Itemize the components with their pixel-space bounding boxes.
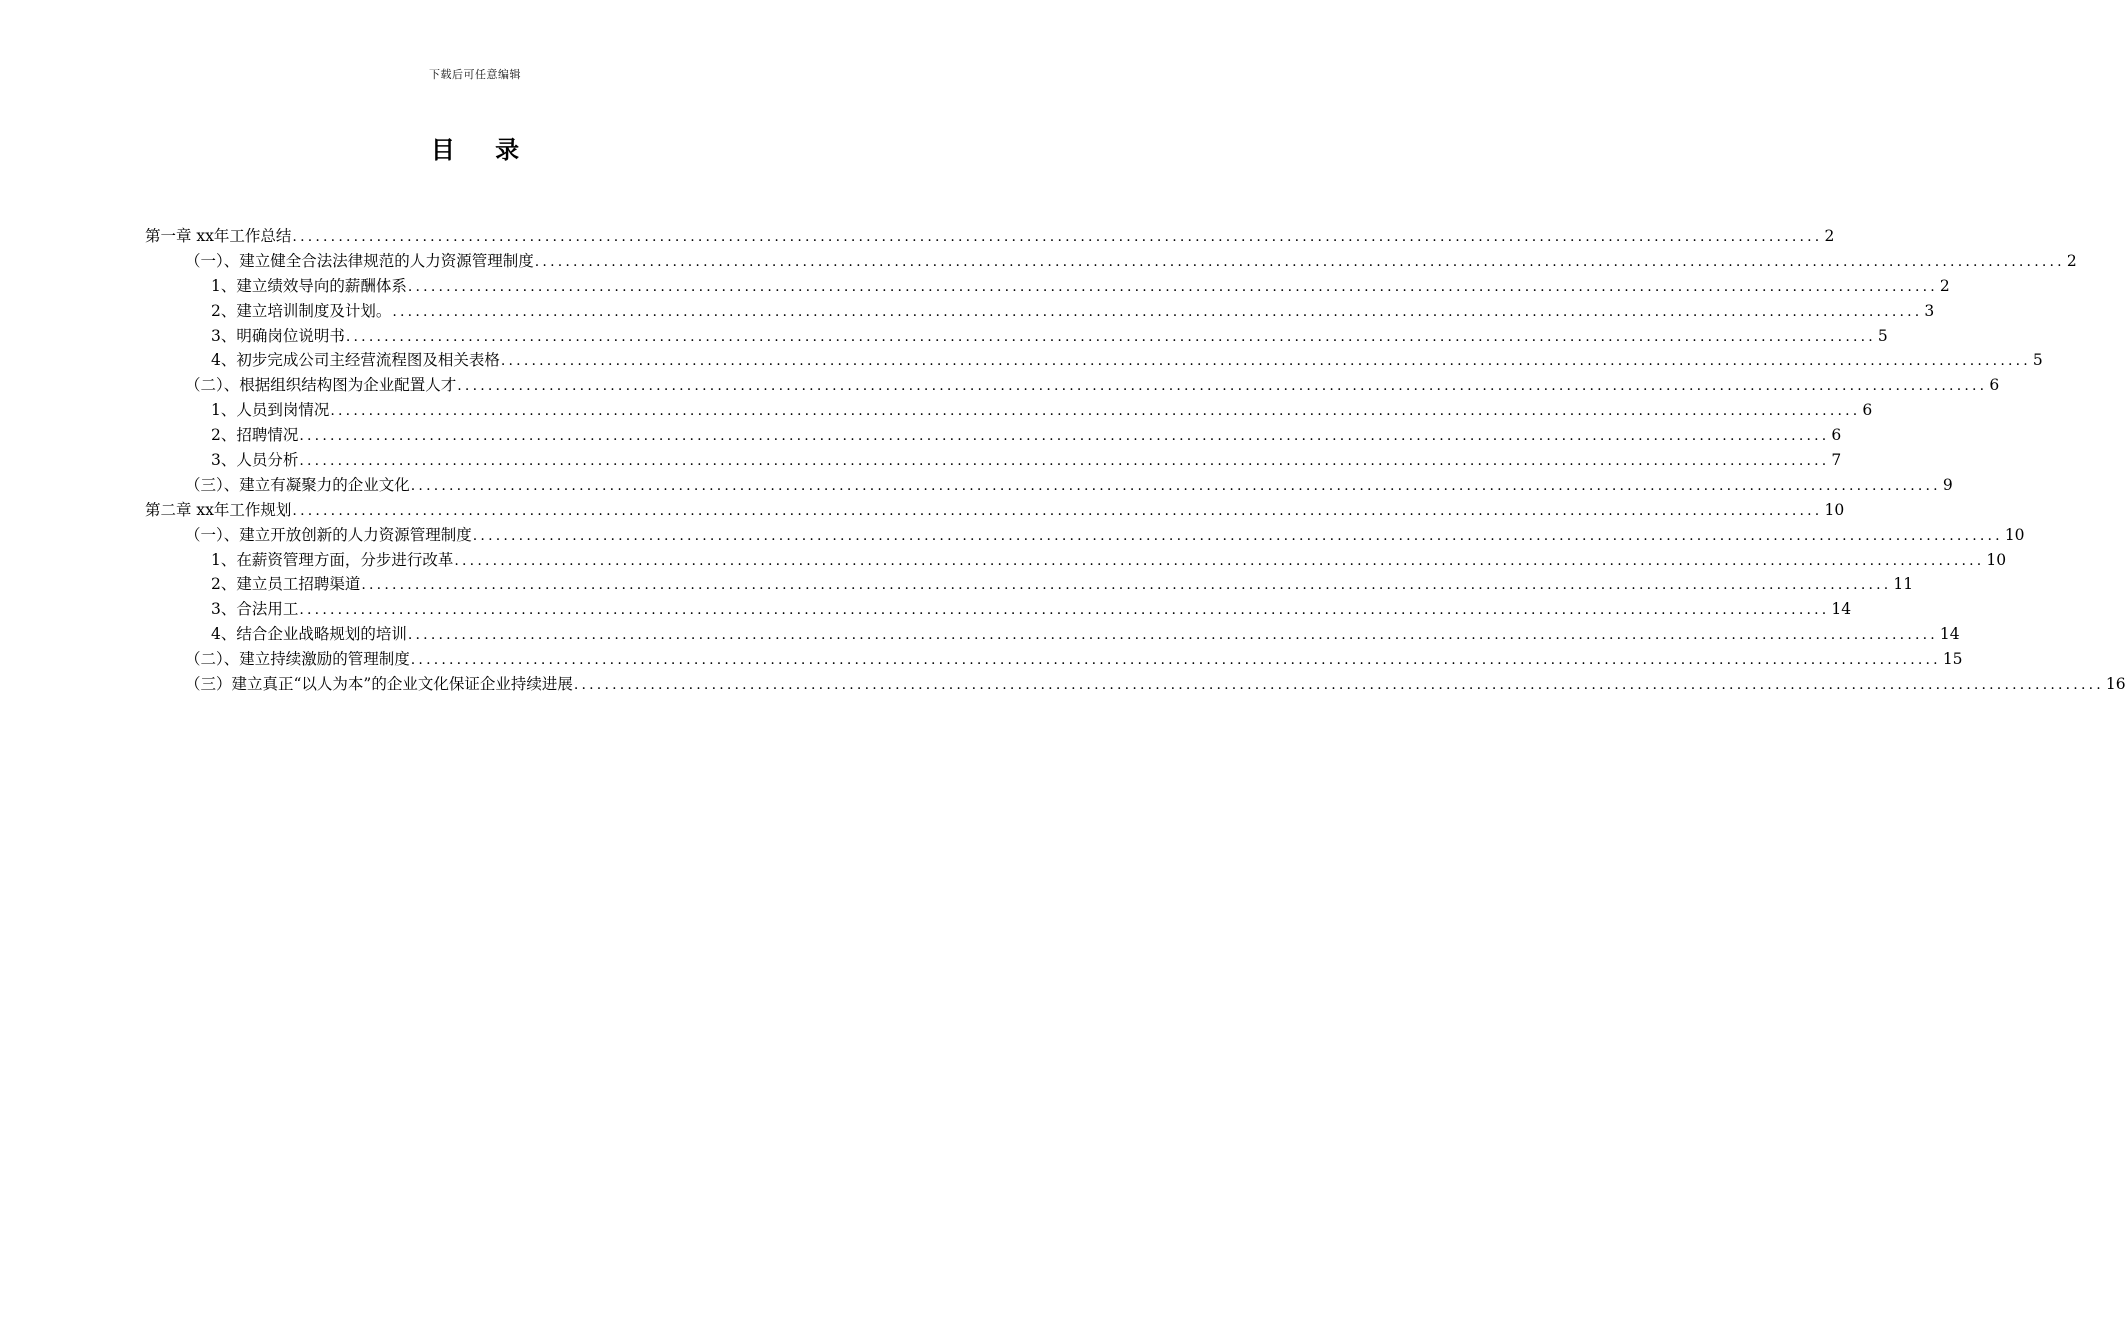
toc-entry-page-number: 16 [2105, 675, 2126, 694]
toc-dot-leader: ........................................................................................................................................................................................................ [454, 552, 1985, 569]
toc-entry[interactable] [145, 224, 1835, 249]
toc-entry[interactable] [145, 299, 1935, 324]
toc-entry[interactable] [145, 498, 1845, 523]
toc-dot-leader: ........................................................................................................................................................................................................ [472, 527, 2003, 544]
toc-entry-page-number: 9 [1942, 475, 1953, 494]
toc-entry[interactable] [145, 473, 1953, 498]
toc-entry[interactable] [145, 423, 1842, 448]
toc-entry-page-number: 3 [1924, 301, 1935, 320]
toc-dot-leader: ........................................................................................................................................................................................................ [292, 229, 1823, 245]
table-of-contents [145, 224, 2126, 697]
toc-entry[interactable] [145, 647, 1963, 672]
toc-entry-page-number: 14 [1939, 625, 1960, 644]
toc-entry[interactable] [145, 548, 2007, 573]
toc-entry-title: （二）、根据组织结构图为企业配置人才 [185, 376, 457, 395]
toc-dot-leader: ........................................................................................................................................................................................................ [330, 403, 1861, 420]
toc-entry-page-number: 6 [1831, 426, 1842, 445]
toc-entry-page-number: 6 [1862, 401, 1873, 420]
toc-dot-leader: ........................................................................................................................................................................................................ [407, 627, 1938, 644]
toc-entry[interactable] [145, 348, 2043, 373]
toc-dot-leader: ........................................................................................................................................................................................................ [392, 303, 1923, 320]
toc-entry[interactable] [145, 597, 1852, 622]
toc-entry-title: 1、在薪资管理方面，分步进行改革 [211, 550, 454, 569]
toc-dot-leader: ........................................................................................................................................................................................................ [500, 353, 2031, 370]
page-title: 目 录 [430, 136, 536, 164]
toc-entry-title: （三）、建立有凝聚力的企业文化 [185, 475, 410, 494]
toc-entry-title: 4、结合企业战略规划的培训 [211, 625, 407, 644]
toc-dot-leader: ........................................................................................................................................................................................................ [407, 278, 1938, 295]
toc-entry-page-number: 14 [1831, 600, 1852, 619]
toc-entry-page-number: 2 [1939, 276, 1950, 295]
toc-entry-title: 第一章 xx年工作总结 [145, 227, 292, 245]
toc-entry-page-number: 6 [1989, 376, 2000, 395]
toc-entry[interactable] [145, 448, 1842, 473]
toc-dot-leader: ........................................................................................................................................................................................................ [299, 428, 1830, 445]
toc-entry[interactable] [145, 398, 1873, 423]
toc-entry-page-number: 2 [2066, 251, 2077, 270]
toc-entry-page-number: 7 [1831, 451, 1842, 470]
toc-entry-title: 2、建立员工招聘渠道 [211, 575, 361, 594]
toc-entry[interactable] [145, 572, 1914, 597]
toc-entry-title: （二）、建立持续激励的管理制度 [185, 650, 410, 669]
toc-entry-page-number: 11 [1893, 575, 1914, 594]
toc-entry-page-number: 2 [1824, 227, 1835, 245]
toc-dot-leader: ........................................................................................................................................................................................................ [345, 328, 1876, 345]
toc-entry-title: （三）建立真正“以人为本”的企业文化保证企业持续进展 [185, 675, 573, 694]
toc-entry-page-number: 5 [2032, 351, 2043, 370]
toc-entry-page-number: 5 [1877, 326, 1888, 345]
toc-entry-title: 2、招聘情况 [211, 426, 299, 445]
toc-entry-title: 1、人员到岗情况 [211, 401, 330, 420]
toc-entry-title: 3、人员分析 [211, 451, 299, 470]
toc-entry-page-number: 10 [1986, 550, 2007, 569]
toc-dot-leader: ........................................................................................................................................................................................................ [457, 378, 1988, 395]
toc-entry[interactable] [145, 672, 2126, 697]
toc-entry[interactable] [145, 249, 2077, 274]
toc-entry-title: 3、合法用工 [211, 600, 299, 619]
toc-entry[interactable] [145, 622, 1960, 647]
toc-dot-leader: ........................................................................................................................................................................................................ [292, 502, 1823, 519]
page-header: 下载后可任意编辑 [429, 68, 521, 81]
toc-dot-leader: ........................................................................................................................................................................................................ [299, 602, 1830, 619]
toc-entry[interactable] [145, 523, 2025, 548]
toc-dot-leader: ........................................................................................................................................................................................................ [573, 677, 2104, 694]
toc-dot-leader: ........................................................................................................................................................................................................ [410, 477, 1941, 494]
toc-dot-leader: ........................................................................................................................................................................................................ [299, 453, 1830, 470]
toc-entry-page-number: 15 [1942, 650, 1963, 669]
toc-entry-title: 2、建立培训制度及计划。 [211, 301, 392, 320]
toc-entry[interactable] [145, 274, 1950, 299]
toc-entry-title: 4、初步完成公司主经营流程图及相关表格 [211, 351, 500, 370]
toc-entry[interactable] [145, 373, 2000, 398]
toc-entry[interactable] [145, 324, 1888, 349]
toc-dot-leader: ........................................................................................................................................................................................................ [534, 253, 2065, 270]
toc-entry-title: 3、明确岗位说明书 [211, 326, 345, 345]
toc-entry-page-number: 10 [2004, 525, 2025, 544]
toc-dot-leader: ........................................................................................................................................................................................................ [361, 577, 1892, 594]
toc-entry-title: 1、建立绩效导向的薪酬体系 [211, 276, 407, 295]
toc-entry-title: 第二章 xx年工作规划 [145, 500, 292, 519]
toc-dot-leader: ........................................................................................................................................................................................................ [410, 652, 1941, 669]
toc-entry-page-number: 10 [1824, 500, 1845, 519]
toc-entry-title: （一）、建立开放创新的人力资源管理制度 [185, 525, 472, 544]
toc-entry-title: （一）、建立健全合法法律规范的人力资源管理制度 [185, 251, 534, 270]
